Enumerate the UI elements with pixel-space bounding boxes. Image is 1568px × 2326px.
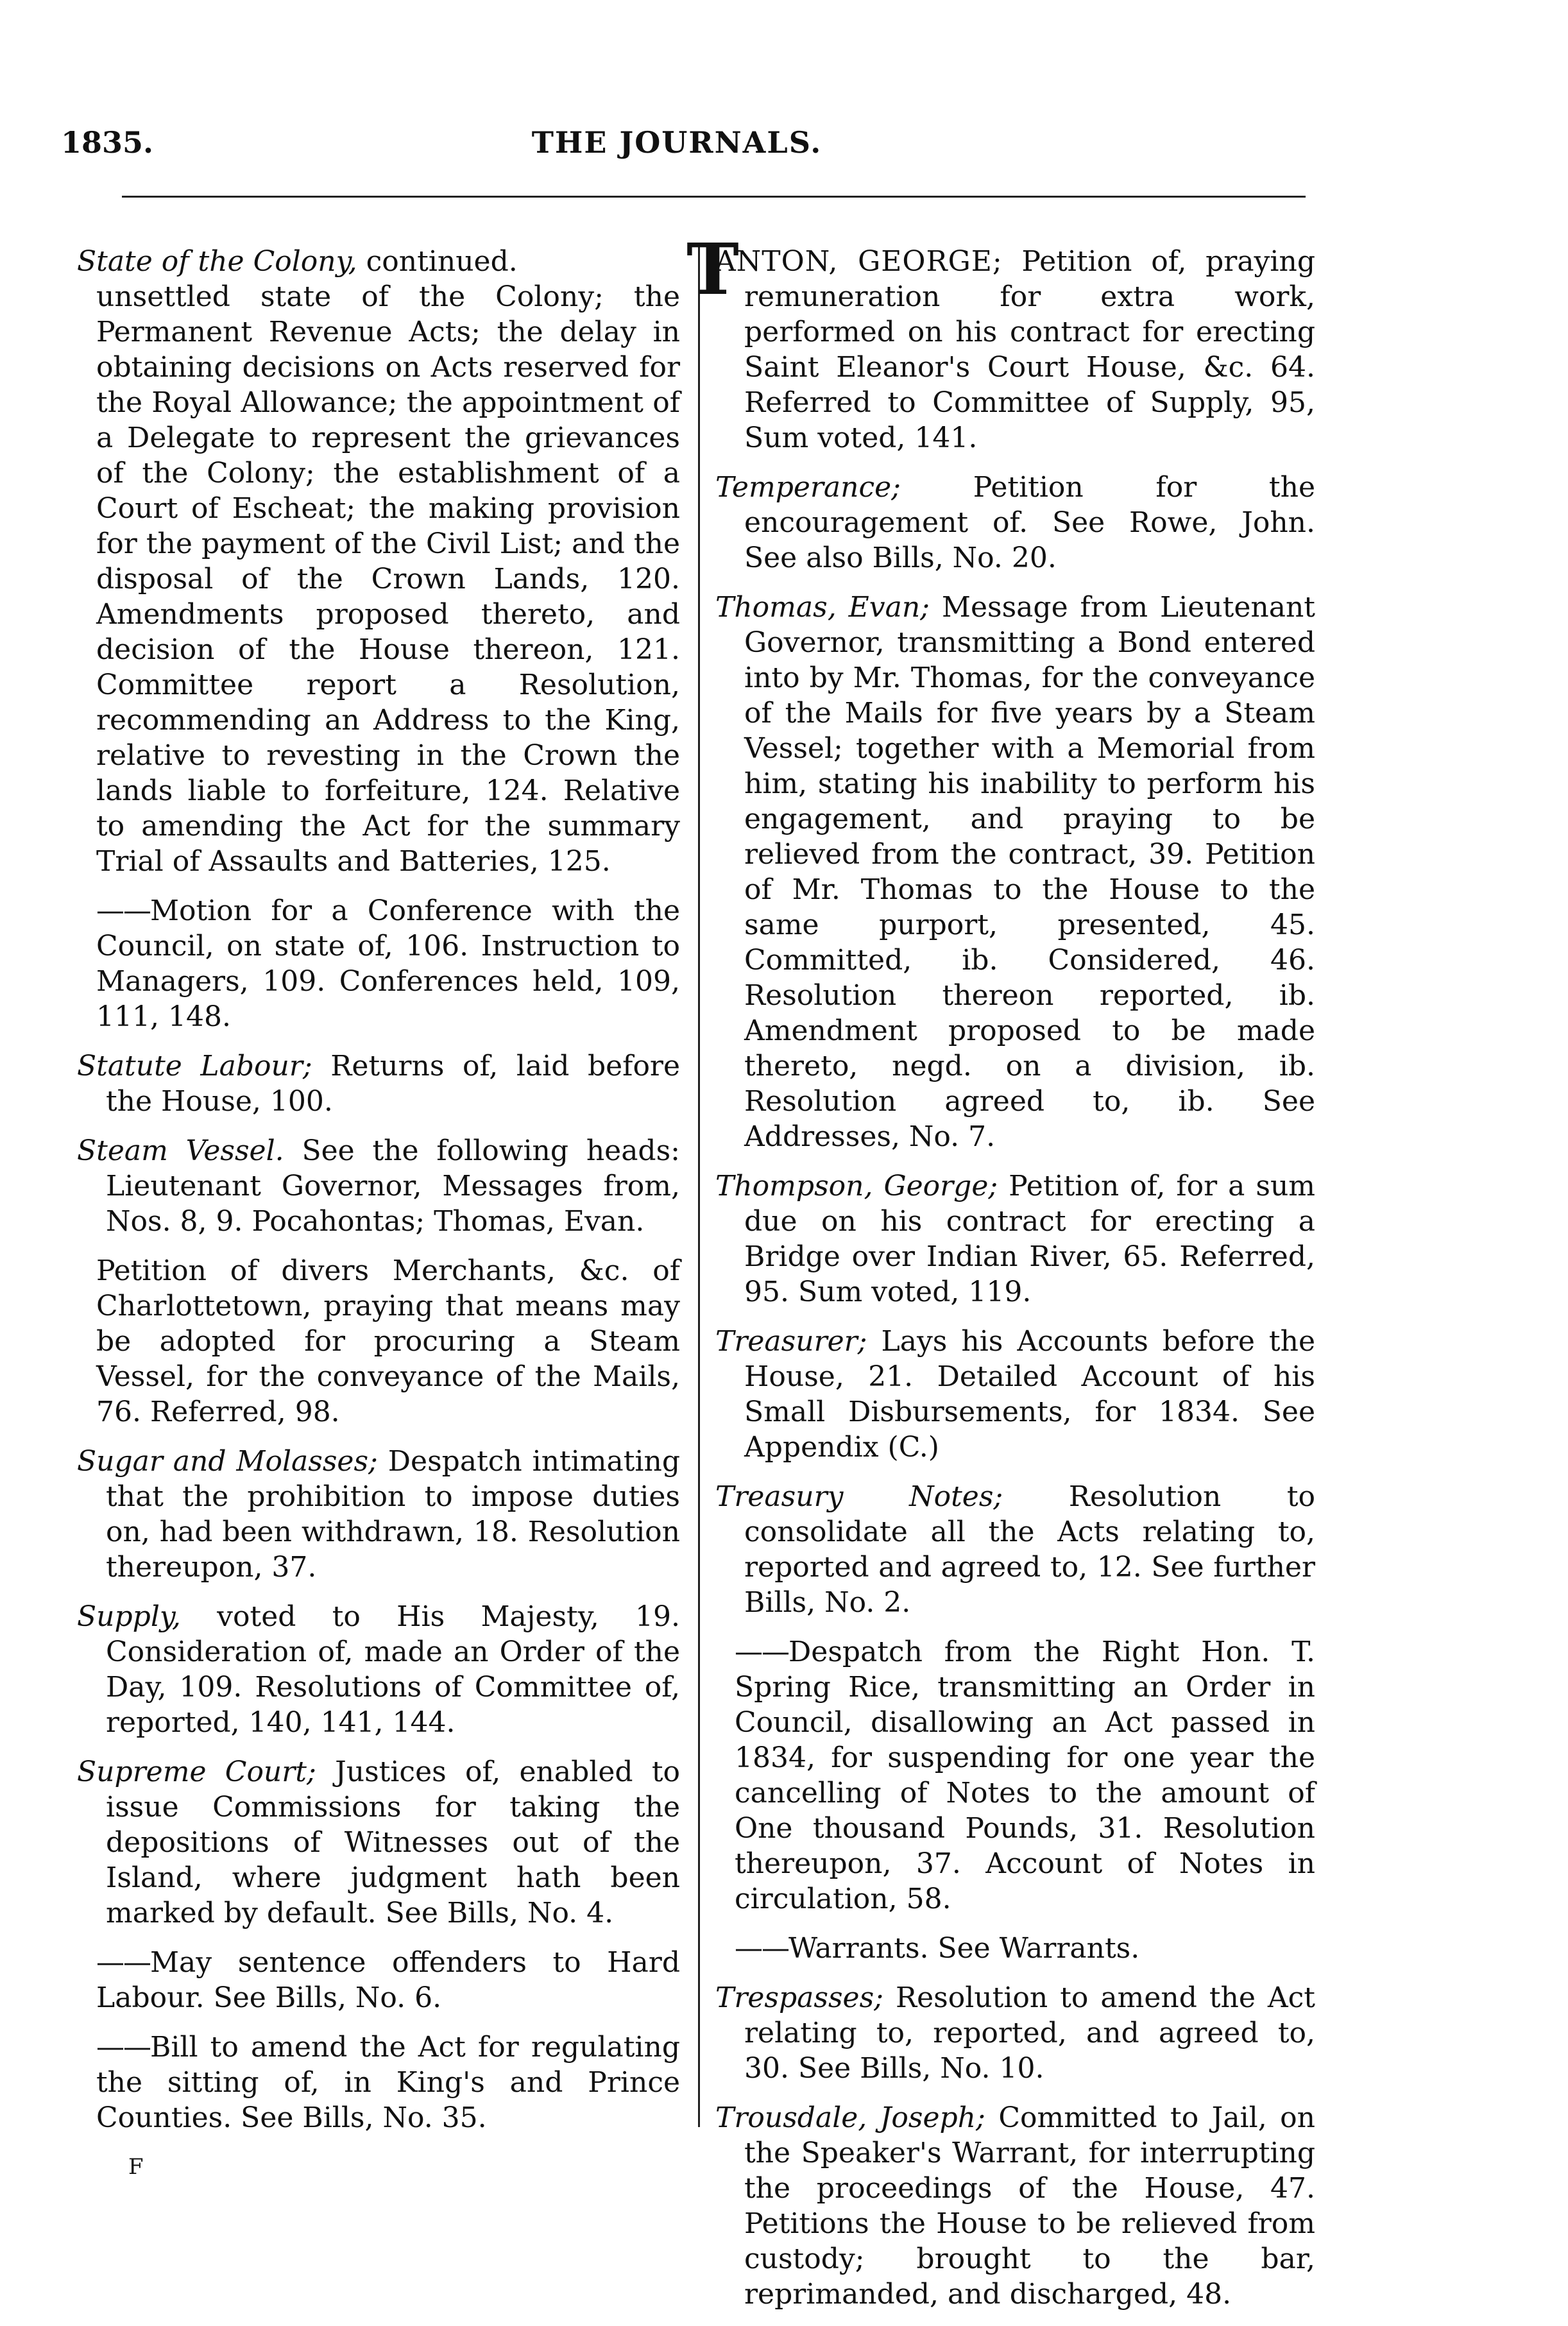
signature-mark: F <box>128 2154 144 2180</box>
index-entry: Treasury Notes; Resolution to consolidate all the Acts relating to, reported and agreed to, 12. See further Bills, No. 2. <box>715 1480 1315 1619</box>
column-divider <box>698 244 700 2127</box>
index-subentry: ——Warrants. See Warrants. <box>735 1932 1140 1965</box>
left-column <box>77 244 680 2185</box>
index-entry: unsettled state of the Colony; the Permanent Revenue Acts; the delay in obtaining decisions on Acts reserved for the Royal Allowance; the appointment of a Delegate to represent the grievances of the Colony; the establishment of a Court of Escheat; the making provision for the payment of the Civil List; and the disposal of the Crown Lands, 120. Amendments proposed thereto, and decision of the House thereon, 121. Committee report a Resolution, recommending an Address to the King, relative to revesting in the Crown the lands liable to forfeiture, 124. Relative to amending the Act for the summary Trial of Assaults and Batteries, 125. <box>96 280 680 878</box>
index-entry: State of the Colony, continued. <box>77 245 518 278</box>
index-entry: Trespasses; Resolution to amend the Act relating to, reported, and agreed to, 30. See Bills, No. 10. <box>715 1981 1315 2085</box>
index-entry: Trousdale, Joseph; Committed to Jail, on the Speaker's Warrant, for interrupting the proceedings of the House, 47. Petitions the House to be relieved from custody; brought to the bar, reprimanded, and discharged, 48. <box>715 2101 1315 2311</box>
index-subentry: ——May sentence offenders to Hard Labour. See Bills, No. 6. <box>96 1946 680 2014</box>
right-column <box>686 228 1315 2326</box>
index-subentry: ——Motion for a Conference with the Council, on state of, 106. Instruction to Managers, 109. Conferences held, 109, 111, 148. <box>96 894 680 1033</box>
drop-cap: T <box>686 228 739 311</box>
page-title: THE JOURNALS. <box>531 125 822 160</box>
index-entry: Supreme Court; Justices of, enabled to issue Commissions for taking the depositions of Witnesses out of the Island, where judgment hath been marked by default. See Bills, No. 4. <box>77 1756 680 1929</box>
page-year: 1835. <box>61 125 154 160</box>
index-entry: Treasurer; Lays his Accounts before the House, 21. Detailed Account of his Small Disbursements, for 1834. See Appendix (C.) <box>715 1325 1315 1464</box>
index-entry: T ANTON, GEORGE; Petition of, praying remuneration for extra work, performed on his contract for erecting Saint Eleanor's Court House, &c. 64. Referred to Committee of Supply, 95, Sum voted, 141. <box>686 228 1315 454</box>
index-entry: Steam Vessel. See the following heads: Lieutenant Governor, Messages from, Nos. 8, 9. Pocahontas; Thomas, Evan. <box>77 1134 680 1238</box>
index-entry: Temperance; Petition for the encouragement of. See Rowe, John. See also Bills, No. 20. <box>715 471 1315 574</box>
index-entry: Supply, voted to His Majesty, 19. Consideration of, made an Order of the Day, 109. Resolutions of Committee of, reported, 140, 141, 144. <box>77 1600 680 1739</box>
index-entry: Statute Labour; Returns of, laid before the House, 100. <box>77 1050 681 1118</box>
index-entry: Sugar and Molasses; Despatch intimating that the prohibition to impose duties on, had been withdrawn, 18. Resolution thereupon, 37. <box>77 1445 681 1584</box>
index-subentry: Petition of divers Merchants, &c. of Charlottetown, praying that means may be adopted for procuring a Steam Vessel, for the conveyance of the Mails, 76. Referred, 98. <box>96 1254 680 1428</box>
index-subentry: ——Despatch from the Right Hon. T. Spring Rice, transmitting an Order in Council, disallowing an Act passed in 1834, for suspending for one year the cancelling of Notes to the amount of One thousand Pounds, 31. Resolution thereupon, 37. Account of Notes in circulation, 58. <box>735 1636 1315 1915</box>
index-entry: Thompson, George; Petition of, for a sum due on his contract for erecting a Bridge over Indian River, 65. Referred, 95. Sum voted, 119. <box>715 1170 1315 1308</box>
index-entry: Thomas, Evan; Message from Lieutenant Governor, transmitting a Bond entered into by Mr. Thomas, for the conveyance of the Mails for five years by a Steam Vessel; together with a Memorial from him, stating his inability to perform his engagement, and praying to be relieved from the contract, 39. Petition of Mr. Thomas to the House to the same purport, presented, 45. Committed, ib. Considered, 46. Resolution thereon reported, ib. Amendment proposed to be made thereto, negd. on a division, ib. Resolution agreed to, ib. See Addresses, No. 7. <box>715 591 1315 1153</box>
page-header <box>0 125 1568 183</box>
index-subentry: ——Bill to amend the Act for regulating the sitting of, in King's and Prince Counties. See Bills, No. 35. <box>96 2031 680 2134</box>
header-rule <box>122 196 1306 198</box>
